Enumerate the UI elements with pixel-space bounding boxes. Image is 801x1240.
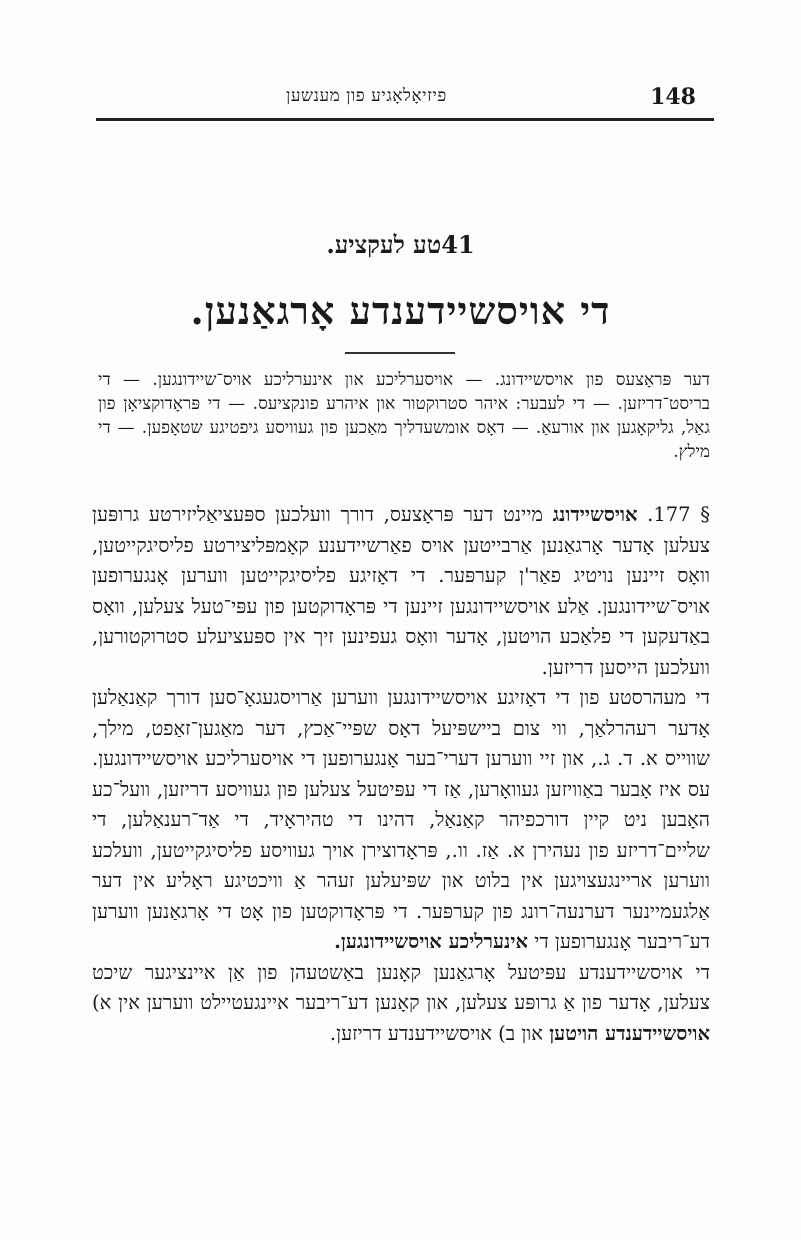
paragraph-3 (92, 958, 710, 1050)
paragraph-1-text: מיינט דער פּראָצעס, דורך וועלכען ספּעציאַליזירטע גרופּען צעלען אָדער אָרגאַנען אַרבייטען אויס פאַרשיידענע קאָמפּליצירטע פליסיגקייטען, וואָס זיינען נויטיג פאַר'ן קערפּער. די דאָזיגע פליסיגקייטען ווערען אָנגערופען אויס־שיידונגען. אַלע אויסשיידונגען זיינען די פּראָדוקטען פון עפּי־טעל צעלען, וואָס באַדעקען די פלאַכע הויטען, אָדער וואָס געפינען זיך אין ספּעציעלע סטרוקטורען, וועלכען הייסען דריזען. (92, 503, 710, 679)
paragraph-3-text: די אויסשיידענדע עפּיטעל אָרגאַנען קאָנען באַשטעהן פון אַן איינציגער שיכט צעלען, אָדער פון אַ גרופּע צעלען, און קאָנען דע־ריבער איינגעטיילט ווערען אין א) (92, 960, 710, 1014)
paragraph-2-text: די מעהרסטע פון די דאָזיגע אויסשיידונגען ווערען אַרויסגעגאָ־סען דורך קאַנאַלען אָדער רעהרלאַך, ווי צום ביישפּיעל דאָס שפּיי־אַכץ, דער מאַגען־זאַפט, מילך, שווייס א. ד. ג., און זיי ווערען דערי־בער אָנגערופען די אויסערליכע אויסשיידונגען. עס איז אָבער באַוויזען געוואָרען, אַז די עפּיטעל צעלען פון געוויסע דריזען, וועל־כע האָבען ניט קיין דורכפיהר קאַנאַל, דהינו די טהיראָיד, די אַד־רענאַלען, די שליים־דריזע פון נעהירן א. אַז. וו., פּראָדוצירן אויך געוויסע פליסיגקייטען, וועלכע ווערען אריינגעצויגען אין בלוט און שפּיעלען זעהר אַ וויכטיגע ראָליע אין דער אַלגעמיינער דערנעה־רונג פון קערפּער. די פּראָדוקטען פון אָט די אָרגאַנען ווערען דע־ריבער אָנגערופען די (92, 686, 710, 953)
running-header (96, 84, 706, 114)
section-mark: § 177. (647, 503, 711, 526)
term-secretion: אויסשיידונג (552, 503, 638, 526)
lecture-title: די אויסשיידענדע אָרגאַנען. (190, 288, 611, 333)
term-internal-secretions: אינערליכע אויסשיידונגען. (334, 930, 529, 953)
title-divider (345, 352, 455, 354)
paragraph-2 (92, 683, 710, 958)
paragraph-3-tail: און ב) אויסשיידענדע דריזען. (329, 1021, 543, 1045)
header-rule (96, 118, 714, 121)
lecture-summary: דער פּראָצעס פון אויסשיידונג. — אויסערליכע און אינערליכע אויס־שיידונגען. — די בריסט־דריזען. — די לעבער: איהר סטרוקטור און איהרע פונקציעס. — די פּראָדוקציאָן פון גאַל, גליקאָגען און אורעאַ. — דאָס אומשעדליך מאַכען פון געוויסע גיפטיגע שטאָפען. — די מילץ. (98, 370, 710, 462)
body-text (92, 500, 710, 1049)
paragraph-177 (92, 500, 710, 683)
page-number: 148 (650, 84, 696, 110)
term-secreting-membranes: אויסשיידענדע הויטען (549, 1021, 710, 1045)
running-title: פיזיאָלאָגיע פון מענשען (286, 86, 447, 106)
lecture-number: 41טע לעקציע. (326, 230, 475, 259)
